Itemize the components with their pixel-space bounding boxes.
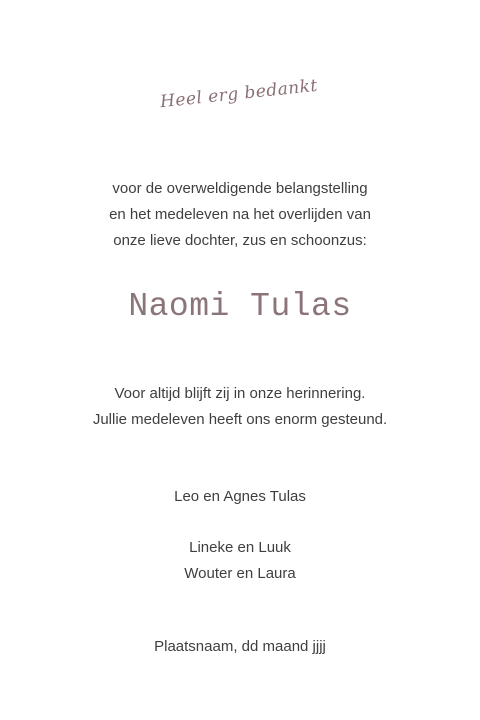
signer-couple: Lineke en Luuk — [189, 539, 291, 556]
place-date: Plaatsnaam, dd maand jjjj — [154, 638, 326, 655]
memory-line: Voor altijd blijft zij in onze herinnering. — [114, 385, 366, 402]
signer-parents: Leo en Agnes Tulas — [174, 488, 306, 505]
signers — [0, 484, 480, 587]
intro-line: onze lieve dochter, zus en schoonzus: — [113, 232, 367, 249]
intro-text — [0, 176, 480, 254]
memory-line: Jullie medeleven heeft ons enorm gesteund. — [92, 411, 388, 428]
signer-gap — [0, 510, 480, 535]
intro-line: voor de overweldigende belangstelling — [112, 180, 368, 197]
memory-text — [0, 381, 480, 433]
deceased-name: Naomi Tulas — [128, 288, 352, 325]
signer-couple: Wouter en Laura — [184, 565, 296, 582]
intro-line: en het medeleven na het overlijden van — [109, 206, 371, 223]
script-title: Heel erg bedankt — [159, 75, 319, 113]
